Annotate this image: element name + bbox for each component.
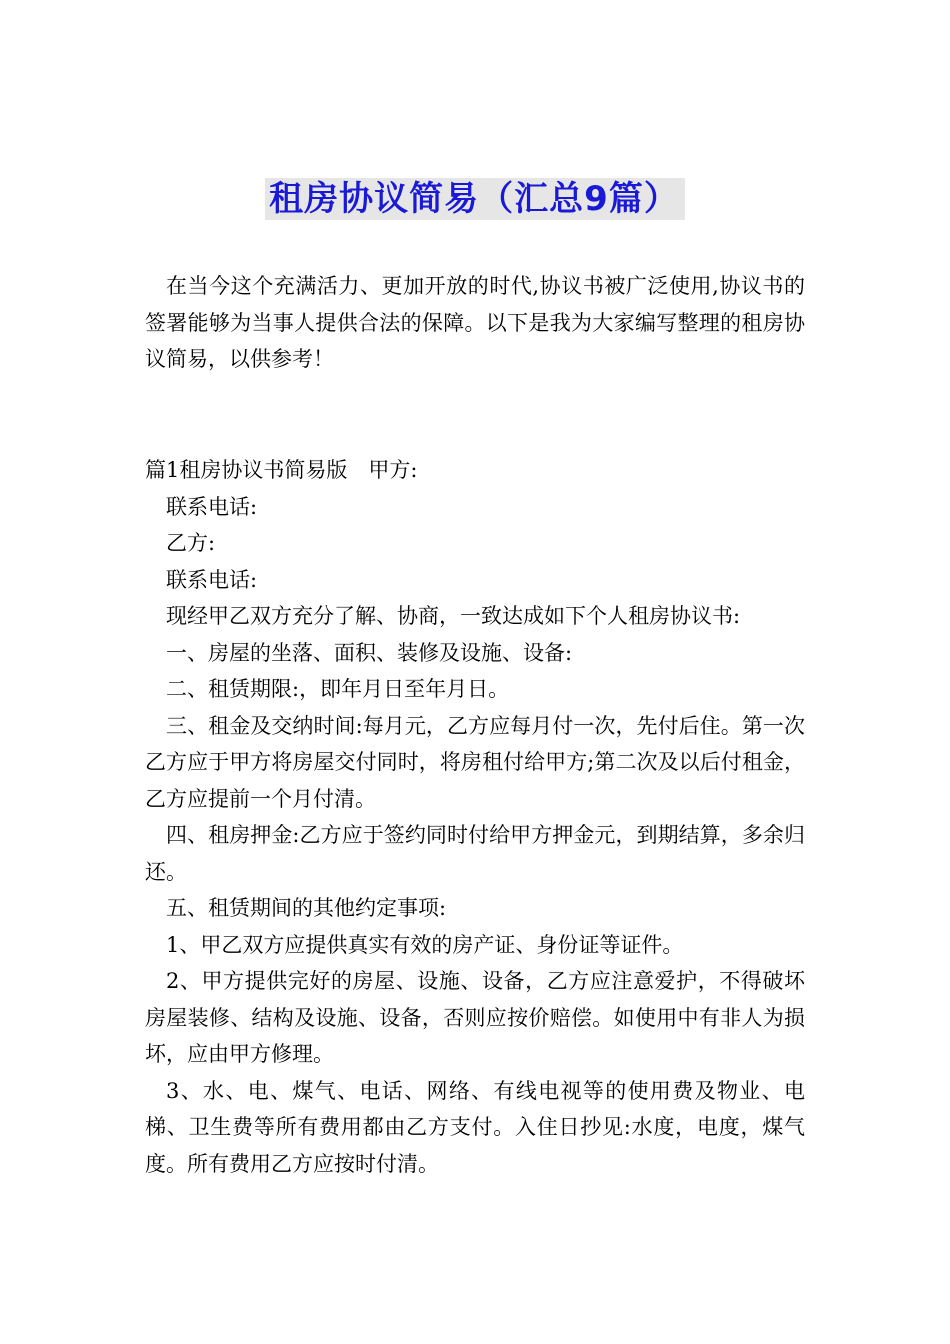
agreement-section	[145, 452, 805, 1182]
sub-clause-3: 3、水、电、煤气、电话、网络、有线电视等的使用费及物业、电梯、卫生费等所有费用都由乙方支付。入住日抄见:水度，电度，煤气度。所有费用乙方应按时付清。	[145, 1078, 805, 1176]
sub-clause-1: 1、甲乙双方应提供真实有效的房产证、身份证等证件。	[166, 932, 684, 957]
intro-block	[145, 268, 805, 378]
party-a-phone: 联系电话:	[166, 494, 258, 519]
intro-paragraph: 在当今这个充满活力、更加开放的时代,协议书被广泛使用,协议书的签署能够为当事人提供合法的保障。以下是我为大家编写整理的租房协议简易，以供参考！	[145, 274, 805, 371]
title-container	[0, 178, 950, 220]
party-b-phone: 联系电话:	[166, 567, 258, 592]
party-b: 乙方:	[166, 531, 216, 555]
document-title: 租房协议简易（汇总9篇）	[265, 178, 685, 220]
clause-4: 四、租房押金:乙方应于签约同时付给甲方押金元，到期结算，多余归还。	[145, 823, 805, 884]
clause-3: 三、租金及交纳时间:每月元，乙方应每月付一次，先付后住。第一次乙方应于甲方将房屋交付同时，将房租付给甲方;第二次及以后付租金，乙方应提前一个月付清。	[145, 713, 805, 811]
clause-1: 一、房屋的坐落、面积、装修及设施、设备:	[166, 640, 573, 665]
section-heading: 篇1租房协议书简易版 甲方:	[145, 458, 418, 482]
clause-5: 五、租赁期间的其他约定事项:	[166, 896, 447, 920]
agreement-preamble: 现经甲乙双方充分了解、协商，一致达成如下个人租房协议书:	[166, 604, 741, 628]
sub-clause-2: 2、甲方提供完好的房屋、设施、设备，乙方应注意爱护，不得破坏房屋装修、结构及设施、设备，否则应按价赔偿。如使用中有非人为损坏，应由甲方修理。	[145, 969, 805, 1066]
clause-2: 二、租赁期限:，即年月日至年月日。	[166, 677, 510, 701]
